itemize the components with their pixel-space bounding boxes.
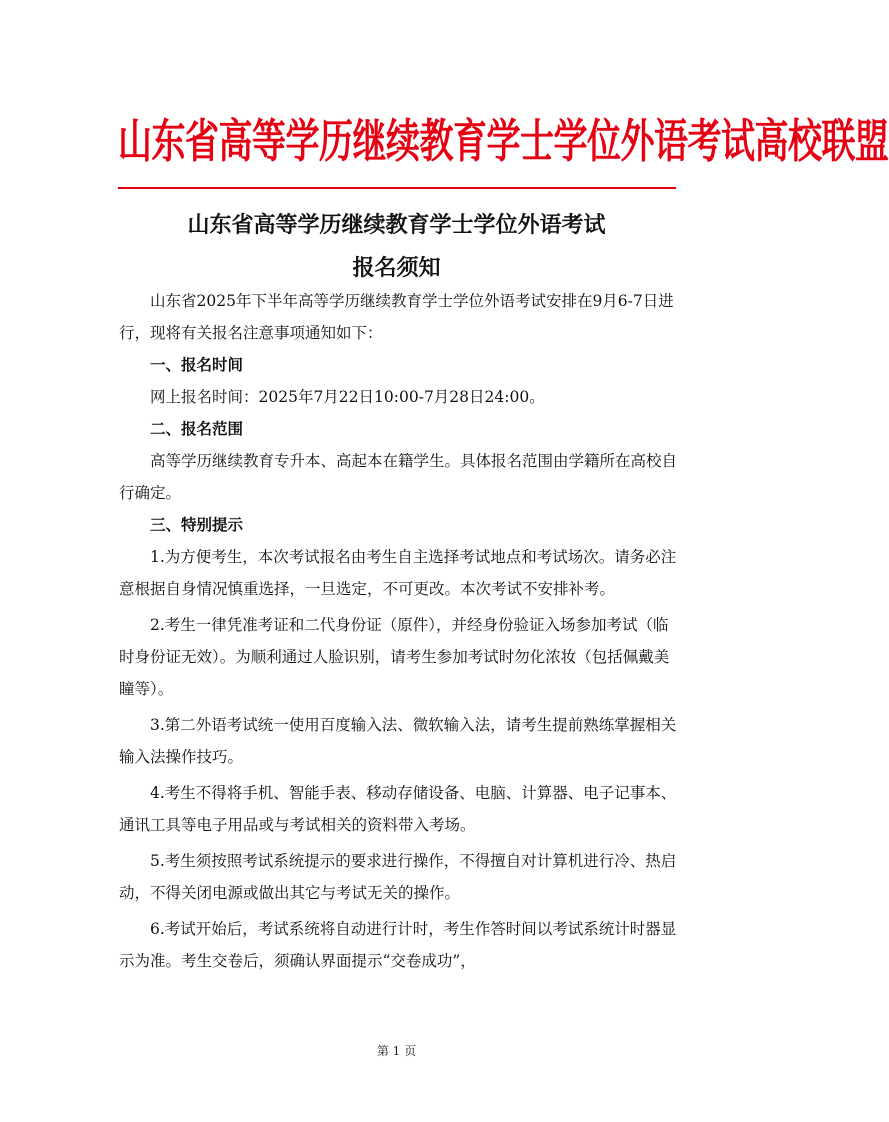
notice-item-1: 1.为方便考生，本次考试报名由考生自主选择考试地点和考试场次。请务必注意根据自身情况慎重选择，一旦选定，不可更改。本次考试不安排补考。 [119, 548, 677, 598]
notice-item-4: 4.考生不得将手机、智能手表、移动存储设备、电脑、计算器、电子记事本、通讯工具等电子用品或与考试相关的资料带入考场。 [119, 784, 677, 834]
notice-item-5: 5.考生须按照考试系统提示的要求进行操作，不得擅自对计算机进行冷、热启动，不得关闭电源或做出其它与考试无关的操作。 [119, 852, 677, 902]
header-divider [118, 187, 676, 189]
section-heading-time: 一、报名时间 [150, 356, 244, 374]
notice-item-6: 6.考试开始后，考试系统将自动进行计时，考生作答时间以考试系统计时器显示为准。考生交卷后，须确认界面提示“交卷成功”， [119, 920, 677, 970]
section-heading-scope: 二、报名范围 [150, 420, 244, 438]
page-number: 第 1 页 [376, 1044, 417, 1058]
masthead-title: 山东省高等学历继续教育学士学位外语考试高校联盟 [118, 115, 889, 169]
section-heading-notes: 三、特别提示 [150, 516, 244, 534]
document-body [119, 285, 679, 977]
section-text-scope: 高等学历继续教育专升本、高起本在籍学生。具体报名范围由学籍所在高校自行确定。 [119, 452, 678, 502]
section-text-time: 网上报名时间：2025年7月22日10:00-7月28日24:00。 [150, 388, 545, 406]
page-title: 山东省高等学历继续教育学士学位外语考试 [187, 213, 606, 238]
notice-item-3: 3.第二外语考试统一使用百度输入法、微软输入法，请考生提前熟练掌握相关输入法操作技巧。 [119, 716, 677, 766]
intro-paragraph: 山东省2025年下半年高等学历继续教育学士学位外语考试安排在9月6-7日进行，现将有关报名注意事项通知如下： [119, 292, 674, 342]
notice-item-2: 2.考生一律凭准考证和二代身份证（原件），并经身份验证入场参加考试（临时身份证无效）。为顺利通过人脸识别，请考生参加考试时勿化浓妆（包括佩戴美瞳等）。 [119, 616, 670, 698]
page-subtitle: 报名须知 [352, 256, 441, 281]
